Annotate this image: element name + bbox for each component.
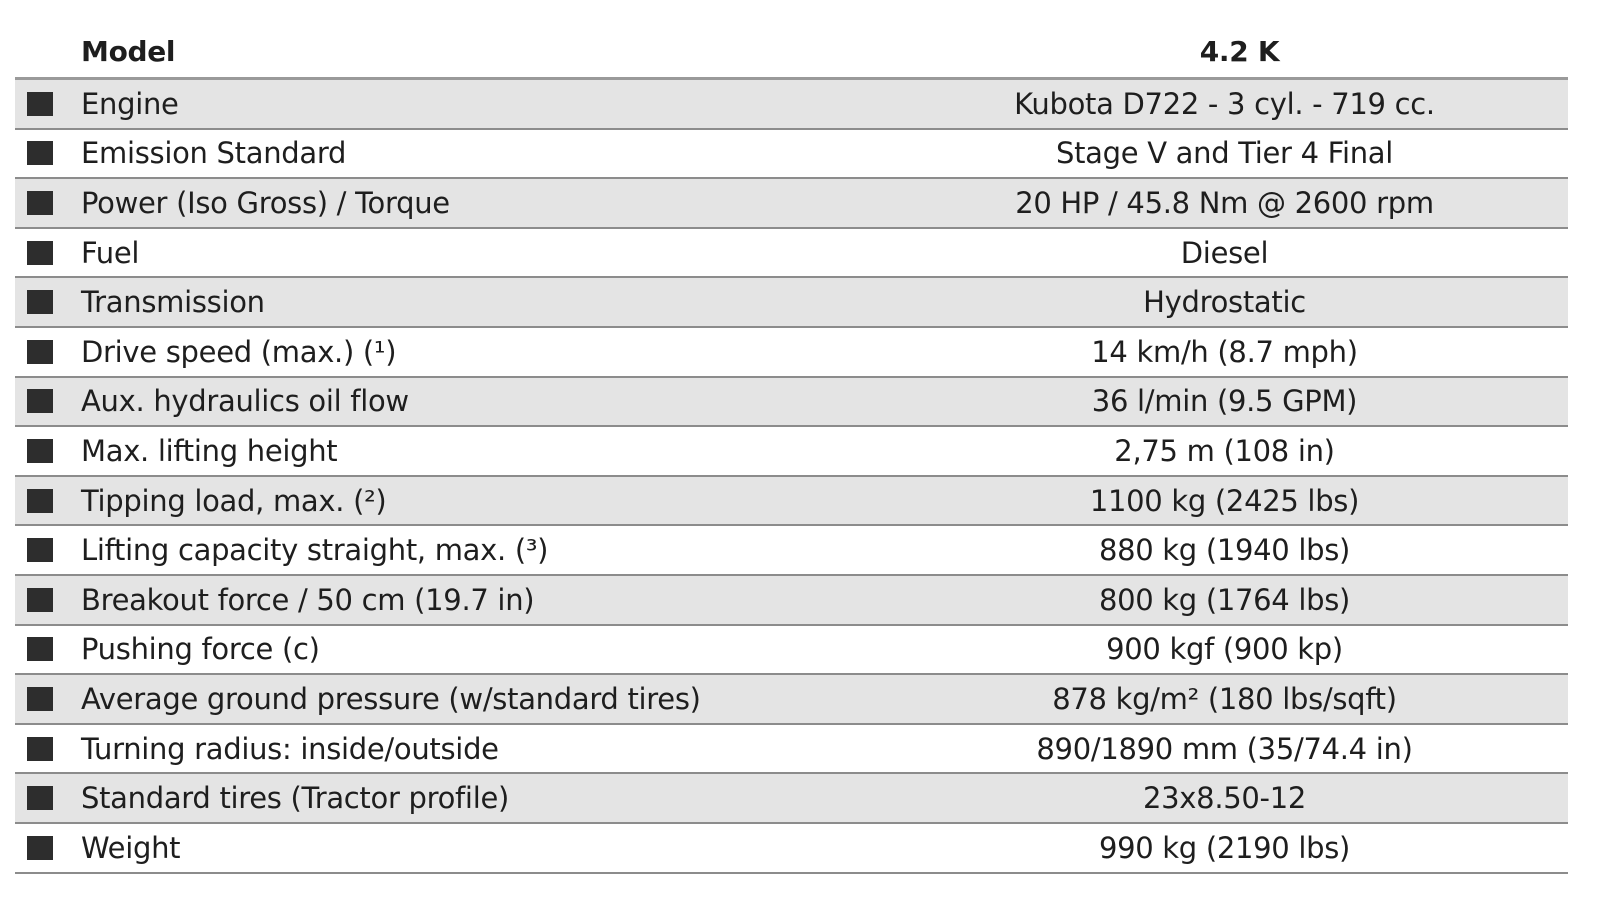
spec-label: Tipping load, max. (²) bbox=[81, 483, 387, 518]
spec-value: 878 kg/m² (180 lbs/sqft) bbox=[1052, 681, 1397, 716]
square-bullet-icon bbox=[27, 439, 53, 463]
table-row bbox=[15, 675, 1568, 725]
spec-label: Weight bbox=[81, 830, 181, 865]
square-bullet-icon bbox=[27, 340, 53, 364]
table-row bbox=[15, 725, 1568, 775]
square-bullet-icon bbox=[27, 786, 53, 810]
spec-value: 23x8.50-12 bbox=[1143, 781, 1306, 816]
spec-value: 880 kg (1940 lbs) bbox=[1098, 533, 1351, 568]
table-row bbox=[15, 774, 1568, 824]
square-bullet-icon bbox=[27, 489, 53, 513]
spec-label: Max. lifting height bbox=[81, 433, 338, 468]
spec-table bbox=[15, 26, 1568, 874]
table-header bbox=[15, 26, 1568, 80]
square-bullet-icon bbox=[27, 737, 53, 761]
square-bullet-icon bbox=[27, 241, 53, 265]
spec-label: Pushing force (c) bbox=[81, 632, 320, 667]
square-bullet-icon bbox=[27, 588, 53, 612]
spec-label: Power (Iso Gross) / Torque bbox=[81, 185, 450, 220]
spec-value: 890/1890 mm (35/74.4 in) bbox=[1036, 731, 1413, 766]
spec-label: Turning radius: inside/outside bbox=[81, 731, 499, 766]
spec-value: 2,75 m (108 in) bbox=[1114, 433, 1335, 468]
spec-value: 800 kg (1764 lbs) bbox=[1098, 582, 1351, 617]
spec-label: Emission Standard bbox=[81, 136, 347, 171]
spec-label: Average ground pressure (w/standard tires) bbox=[81, 681, 701, 716]
spec-value: Diesel bbox=[1180, 235, 1269, 270]
spec-value: Hydrostatic bbox=[1143, 285, 1306, 320]
square-bullet-icon bbox=[27, 191, 53, 215]
spec-label: Breakout force / 50 cm (19.7 in) bbox=[81, 582, 535, 617]
spec-value: Stage V and Tier 4 Final bbox=[1055, 136, 1394, 171]
model-value: 4.2 K bbox=[1199, 35, 1280, 68]
square-bullet-icon bbox=[27, 92, 53, 116]
model-label: Model bbox=[81, 35, 176, 68]
table-row bbox=[15, 229, 1568, 279]
square-bullet-icon bbox=[27, 538, 53, 562]
square-bullet-icon bbox=[27, 637, 53, 661]
table-row bbox=[15, 80, 1568, 130]
spec-value: 990 kg (2190 lbs) bbox=[1098, 830, 1351, 865]
spec-label: Transmission bbox=[81, 285, 265, 320]
square-bullet-icon bbox=[27, 389, 53, 413]
spec-label: Fuel bbox=[81, 235, 140, 270]
spec-label: Engine bbox=[81, 86, 179, 121]
table-row bbox=[15, 130, 1568, 180]
table-row bbox=[15, 526, 1568, 576]
table-row bbox=[15, 427, 1568, 477]
spec-value: Kubota D722 - 3 cyl. - 719 cc. bbox=[1014, 86, 1435, 121]
table-row bbox=[15, 378, 1568, 428]
square-bullet-icon bbox=[27, 141, 53, 165]
table-row bbox=[15, 477, 1568, 527]
table-row bbox=[15, 576, 1568, 626]
spec-value: 900 kgf (900 kp) bbox=[1106, 632, 1343, 667]
spec-value: 14 km/h (8.7 mph) bbox=[1091, 334, 1358, 369]
spec-label: Drive speed (max.) (¹) bbox=[81, 334, 397, 369]
table-row bbox=[15, 626, 1568, 676]
spec-value: 20 HP / 45.8 Nm @ 2600 rpm bbox=[1015, 185, 1434, 220]
table-row bbox=[15, 824, 1568, 874]
table-row bbox=[15, 328, 1568, 378]
square-bullet-icon bbox=[27, 836, 53, 860]
spec-value: 36 l/min (9.5 GPM) bbox=[1091, 384, 1358, 419]
spec-value: 1100 kg (2425 lbs) bbox=[1089, 483, 1360, 518]
spec-label: Aux. hydraulics oil flow bbox=[81, 384, 409, 419]
table-row bbox=[15, 179, 1568, 229]
spec-label: Lifting capacity straight, max. (³) bbox=[81, 533, 549, 568]
square-bullet-icon bbox=[27, 290, 53, 314]
square-bullet-icon bbox=[27, 687, 53, 711]
table-row bbox=[15, 278, 1568, 328]
spec-label: Standard tires (Tractor profile) bbox=[81, 781, 510, 816]
